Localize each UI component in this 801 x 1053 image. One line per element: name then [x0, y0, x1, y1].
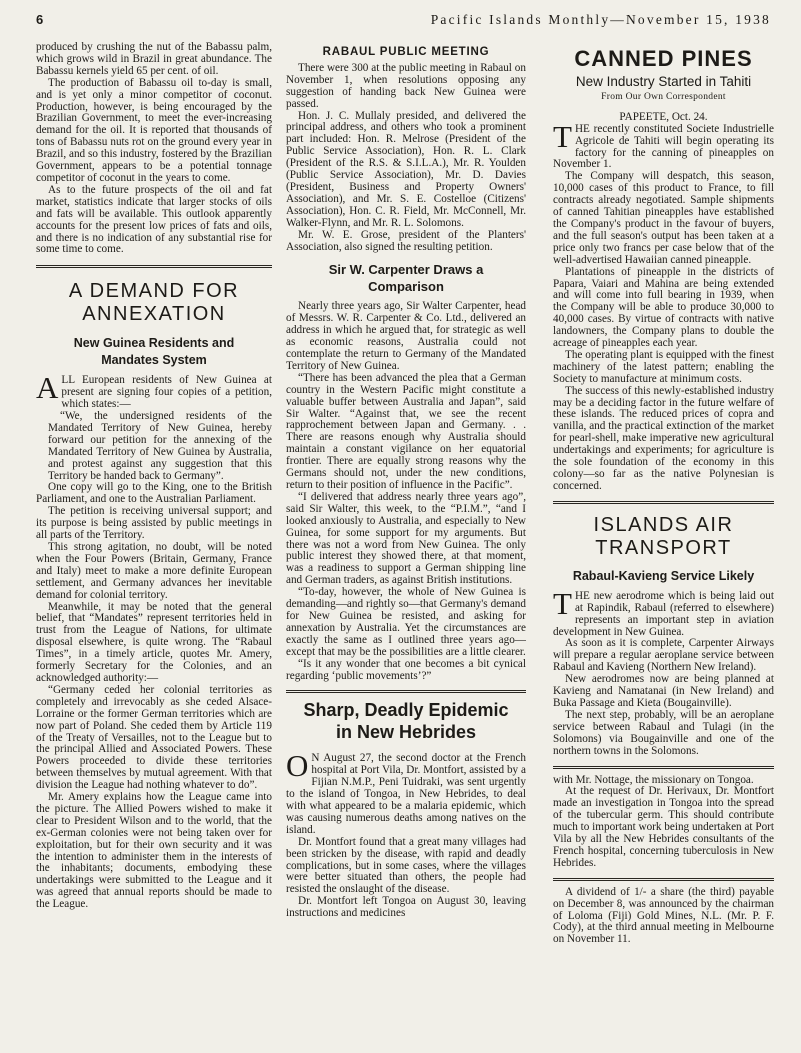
paragraph: As to the future prospects of the oil and fat market, statistics indicate that larger stocks of oils and fats will be available. This outlook apparently accounts for the present low prices of fats and oils, and there is no indication of any substantial rise for some time to come. — [36, 183, 272, 256]
drop-cap: O — [286, 748, 309, 784]
epidemic-article — [286, 699, 526, 920]
paragraph: Mr. W. E. Grose, president of the Planters' Association, also signed the resulting petition. — [286, 228, 526, 253]
divider — [553, 501, 774, 504]
paragraph: Hon. J. C. Mullaly presided, and delivered the principal address, and others who took a prominent part included: Hon. R. Melrose (President of the Public Service Association), Hon. R. L. Clark (President of the R.S. & S.I.L.A.), Mr. R. Youlden (Public Service Association), Mr. D. Davies (President, Business and Property Owners' Association), and Mr. S. E. Costelloe (Citizens' Association), Hon. C. R. Field, Mr. McConnell, Mr. Walker-Flynn, and Mr. R. L. Solomons. — [286, 109, 526, 229]
dateline: PAPEETE, Oct. 24. — [619, 110, 708, 123]
paragraph: Plantations of pineapple in the districts of Papara, Vaiari and Mahina are being extended and will come into full bearing in 1939, when the Company will be able to produce 30,000 to 40,000 cases. By virtue of contracts with native landowners, the Company plans to double the acreage of pineapples each year. — [553, 265, 774, 350]
article-title: CANNED PINES — [574, 46, 753, 71]
article-title: RABAUL PUBLIC MEETING — [322, 46, 490, 58]
divider — [553, 766, 774, 769]
lead-text: N August 27, the second doctor at the French hospital at Port Vila, Dr. Montfort, assisted by a Fijian N.M.P., Peni Tuidraki, was sent urgently to the island of Tongoa, in New Hebrides, to deal with what appeared to be a malaria epidemic, which was causing numerous deaths among natives on the island. — [286, 752, 526, 836]
drop-cap: T — [553, 585, 572, 621]
lead-paragraph — [553, 585, 774, 639]
paragraph: with Mr. Nottage, the missionary on Tongoa. — [553, 773, 754, 786]
paragraph: A dividend of 1/- a share (the third) payable on December 8, was announced by the chairman of Loloma (Fiji) Gold Mines, N.L. (Mr. P. F. Cody), at the third annual meeting in Melbourne on November 11. — [553, 885, 774, 946]
article-title — [286, 261, 526, 295]
paragraph: Mr. Amery explains how the League came into the picture. The Allied Powers wished to make it clear to President Wilson and to the world, that the ex-German colonies were not being taken over for exploitation, but for their own security and it was the intention to administer them in the interests of the inhabitants; documents, embodying these undertakings were submitted to the League and it was agreed that annual reports should be made to the League. — [36, 791, 272, 911]
lead-text: HE recently constituted Societe Industrielle Agricole de Tahiti will begin operating its factory for the canning of pineapples on November 1. — [553, 122, 774, 171]
divider — [286, 690, 526, 693]
rabaul-meeting-article — [286, 47, 526, 253]
paragraph: The Company will despatch, this season, 10,000 cases of this product to France, to fill contracts already negotiated. Sample shipments of canned Tahitian pineapples have established the Company's product in the favour of buyers, and the full season's output has been taken at a price only two francs per case below that of the well-advertised Hawaiian canned pineapple. — [553, 170, 774, 266]
article-title: A DEMAND FOR — [68, 280, 240, 303]
paragraph: The success of this newly-established industry may be a deciding factor in the future welfare of these islands. The reduced prices of copra and vanilla, and the practical extinction of the market for pearl-shell, make imperative new agricultural undertakings and experiments; for agriculture is the sole foundation of the economy in this colony—so far as the native Polynesian is concerned. — [553, 384, 774, 492]
correspondent-credit: From Our Own Correspondent — [601, 91, 726, 102]
column-left — [36, 42, 272, 911]
paragraph: “Germany ceded her colonial territories as completely and irrevocably as she ceded Alsace-Lorraine or the former German territories which are now part of Poland. She ceded them by Article 119 of the Treaty of Versailles, not to the League but to the principal Allied and Associated Powers. These Powers proceeded to divide these territories between themselves by mutual agreement. With that division the League had nothing whatever to do”. — [36, 683, 272, 792]
annexation-article — [36, 280, 272, 911]
paragraph: “To-day, however, the whole of New Guinea is demanding—and rightly so—that Germany's demand for New Guinea be resisted, and asking for annexation by Australia. Yet the circumstances are exactly the same as I outlined three years ago—except that may be the possibilities are a little clearer. — [286, 586, 526, 658]
title-line2: Comparison — [368, 279, 444, 295]
petition-quote: “We, the undersigned residents of the Mandated Territory of New Guinea, hereby forward our petition for the annexing of the Mandated Territory of New Guinea by Australia, and protest against any suggestion that this Territory be handed back to Germany”. — [48, 410, 272, 482]
paragraph: The operating plant is equipped with the finest machinery of the latest pattern; enabling the Society to manufacture at minimum costs. — [553, 348, 774, 385]
paragraph: One copy will go to the King, one to the British Parliament, and one to the Australian Parliament. — [36, 481, 272, 506]
article-title-line2: in New Hebrides — [335, 722, 477, 743]
paragraph: The petition is receiving universal support; and its purpose is being assisted by public meetings in all parts of the Territory. — [36, 505, 272, 542]
lead-paragraph — [36, 370, 272, 411]
paragraph: There were 300 at the public meeting in Rabaul on November 1, when resolutions opposing any suggestion of handing back New Guinea were passed. — [286, 61, 526, 110]
paragraph: “Is it any wonder that one becomes a bit cynical regarding ‘public movements’?” — [286, 657, 526, 682]
article-subtitle: Rabaul-Kavieng Service Likely — [572, 568, 755, 583]
paragraph: “I delivered that address nearly three years ago”, said Sir Walter, this week, to the “P.I.M.”, “and I looked anxiously to Australia, and especially to New Guinea, for some support for my arguments. But there was not a word from New Guinea. The only public interest they showed there, at that moment, was a readiness to support a German shipping line and German traders, as against British institutions. — [286, 490, 526, 587]
divider — [553, 878, 774, 881]
column-right — [553, 42, 774, 946]
page-header — [36, 12, 771, 32]
article-title: ISLANDS AIR — [593, 513, 734, 536]
subtitle-line1: New Guinea Residents and — [73, 336, 235, 351]
article-title: Sharp, Deadly Epidemic — [303, 700, 509, 721]
paragraph: “There has been advanced the plea that a German country in the Western Pacific might constitute a valuable buffer between Australia and Japan”, said Sir Walter. “Against that, we see the recent rapprochement between Japan and Germany. . . There are reasons enough why Australia should maintain a constant vigilance on her equatorial frontier. There are equally strong reasons why the Germans should not, under the new conditions, return to their position of influence in the Pacific”. — [286, 371, 526, 491]
article-subtitle — [36, 335, 272, 369]
dividend-notice — [553, 887, 774, 947]
paragraph: Dr. Montfort left Tongoa on August 30, leaving instructions and medicines — [286, 895, 526, 920]
canned-pines-article — [553, 46, 774, 493]
lead-text: LL European residents of New Guinea at present are signing four copies of a petition, which states:— — [61, 374, 272, 411]
title-line1: Sir W. Carpenter Draws a — [328, 262, 484, 278]
paragraph: As soon as it is complete, Carpenter Airways will prepare a regular aeroplane service between Rabaul and Kavieng (Northern New Ireland). — [553, 637, 774, 674]
lead-text: HE new aerodrome which is being laid out at Rapindik, Rabaul (referred to elsewhere) represents an important step in aviation development in New Guinea. — [553, 589, 774, 638]
running-head: Pacific Islands Monthly—November 15, 1938 — [430, 12, 771, 27]
drop-cap: A — [36, 370, 59, 406]
paragraph: produced by crushing the nut of the Babassu palm, which grows wild in Brazil in great abundance. The Babassu kernels yield 65 per cent. of oil. — [36, 41, 272, 77]
paragraph: Meanwhile, it may be noted that the general belief, that “Mandates” represent territories held in trust from the League of Nations, for ultimate disposal elsewhere, is quite wrong. The “Rabaul Times”, in a timely article, quotes Mr. Amery, formerly Secretary for the Colonies, and an acknowledged authority:— — [36, 600, 272, 684]
paragraph: New aerodromes now are being planned at Kavieng and Namatanai (in New Ireland) and Buka Passage and Kieta (Bougainville). — [553, 673, 774, 709]
paragraph: Dr. Montfort found that a great many villages had been stricken by the disease, with rapid and deadly complications, but in some cases, where the villages were better situated than others, the people had resisted the onslaught of the disease. — [286, 835, 526, 896]
subtitle-line2: Mandates System — [101, 353, 207, 368]
carpenter-article — [286, 261, 526, 682]
article-title-line2: TRANSPORT — [595, 536, 732, 559]
paragraph: The production of Babassu oil to-day is small, and is yet only a minor competitor of coconut. Production, however, is being encouraged by the Brazilian Government, to meet the ever-increasing demand for the oil. It is reported that thousands of tons of Babassu nuts rot on the ground every year in Brazil, and so this industry, fostered by the Brazilian Government, appears to be a potential tonnage competitor of coconut in the years to come. — [36, 76, 272, 184]
lead-paragraph — [286, 748, 526, 836]
article-subtitle: New Industry Started in Tahiti — [575, 74, 752, 89]
paragraph: The next step, probably, will be an aeroplane service between Rabaul and Tulagi (in the Solomons) via Bougainville and one of the northern towns in the Solomons. — [553, 708, 774, 757]
paragraph: This strong agitation, no doubt, will be noted when the Four Powers (Britain, Germany, France and Italy) meet to make a more definite European settlement, and Germany advances her inevitable demand for colonial territory. — [36, 541, 272, 601]
column-middle — [286, 42, 526, 920]
article-title-line2: ANNEXATION — [82, 303, 226, 326]
lead-paragraph — [553, 118, 774, 172]
divider — [36, 265, 272, 268]
air-transport-article — [553, 514, 774, 758]
drop-cap: T — [553, 118, 572, 154]
babassu-article — [36, 42, 272, 256]
paragraph: At the request of Dr. Herivaux, Dr. Montfort made an investigation in Tongoa into the spread of the tubercular germ. This should contribute much to important work being undertaken at Port Vila by all the New Hebrides consultants of the French hospital, concerning tuberculosis in New Hebrides. — [553, 785, 774, 869]
paragraph: Nearly three years ago, Sir Walter Carpenter, head of Messrs. W. R. Carpenter & Co. Ltd., delivered an address in which he argued that, for strategic as well as economic reasons, Australia could not contemplate the return to Germany of the Mandated Territory of New Guinea. — [286, 300, 526, 372]
epidemic-continuation — [553, 775, 774, 870]
page-number: 6 — [36, 12, 44, 27]
